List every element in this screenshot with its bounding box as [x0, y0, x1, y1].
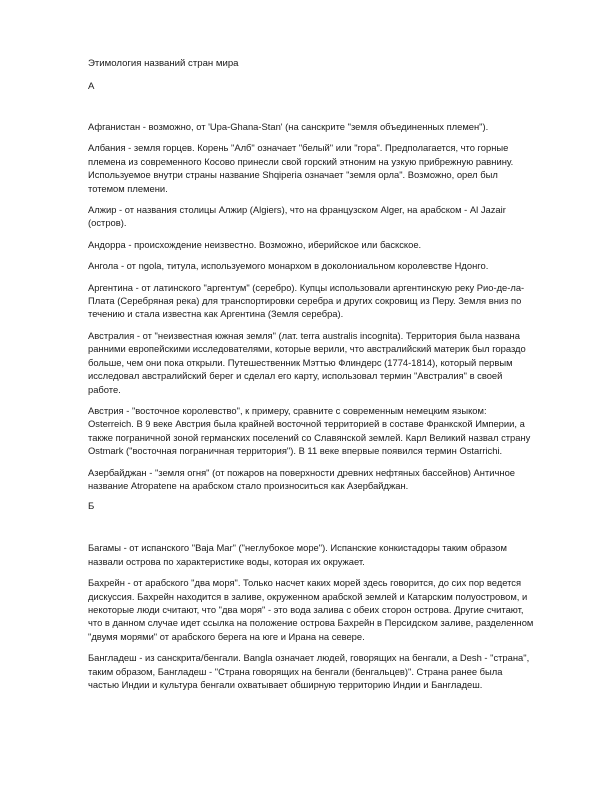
section-letter-b: Б: [88, 501, 95, 513]
entry-australia: Австралия - от "неизвестная южная земля" (лат. terra australis incognita). Территория была названа ранними европейскими исследователями, которые верили, что австралийский материк был гораздо больше, чем они пока открыли. Путешественник Мэттью Флиндерс (1774-1814), который первым исследовал австралийский берег и сделал его карту, использовал термин "Австралия" в своей работе.: [88, 329, 526, 395]
entry-argentina: Аргентина - от латинского "аргентум" (серебро). Купцы использовали аргентинскую реку Рио-де-ла-Плата (Серебряная река) для транспортировки серебра и других сокровищ из Перу. Земля вниз по течению и стала известна как Аргентина (Земля серебра).: [88, 281, 525, 320]
entry-albania: Албания - земля горцев. Корень "Алб" означает "белый" или "гора". Предполагается, что горные племена из современного Косово принесли свой горский этноним на узкую прибрежную равнину. Используемое внутри страны название Shqiperia означает "земля орла". Возможно, орел был тотемом племени.: [88, 142, 514, 194]
entry-azerbaijan: Азербайджан - "земля огня" (от пожаров на поверхности древних нефтяных бассейнов) Античное название Atropatene на арабском стало произноситься как Азербайджан.: [88, 466, 515, 491]
entry-andorra: Андорра - происхождение неизвестно. Возможно, иберийское или баскское.: [88, 238, 422, 250]
section-letter-a: А: [88, 81, 95, 92]
entry-bangladesh: Бангладеш - из санскрита/бенгали. Bangla означает людей, говорящих на бенгали, a Desh - "страна", таким образом, Бангладеш - "Страна говорящих на бенгали (бенгальцев)". Страна ранее была частью Индии и культура бенгали охватывает обширную территорию Индии и Бангладеш.: [88, 652, 530, 690]
entry-bahamas: Багамы - от испанского "Baja Mar" ("неглубокое море"). Испанские конкистадоры таким образом назвали острова по характеристике воды, которая их окружает.: [88, 542, 507, 567]
entry-bahrain: Бахрейн - от арабского "два моря". Только насчет каких морей здесь говорится, до сих пор ведется дискуссия. Бахрейн находится в заливе, окруженном арабской землей и Катарским полуостровом, и некоторые люди считают, что "два моря" - это вода залива с обеих сторон острова. Другие считают, что в данном случае идет ссылка на положение острова Бахрейн в Персидском заливе, разделенном "двумя морями" от арабского берега на юге и Ирана на севере.: [88, 577, 534, 642]
entry-austria: Австрия - "восточное королевство", к примеру, сравните с современным немецким языком: Osterreich. В 9 веке Австрия была крайней восточной территорией в составе Франкской Империи, а также пограничной зоной германских поселений со Славянской землей. Карл Великий назвал страну Ostmark ("восточная пограничная территория"). В 11 веке впервые появился термин Ostarrichi.: [88, 404, 531, 457]
entry-afghanistan: Афганистан - возможно, от 'Upa-Ghana-Stan' (на санскрите "земля объединенных племен").: [88, 121, 489, 132]
entry-angola: Ангола - от ngola, титула, используемого монархом в доколониальном королевстве Ндонго.: [88, 260, 489, 272]
document-title: Этимология названий стран мира: [88, 58, 239, 69]
entry-algeria: Алжир - от названия столицы Алжир (Algiers), что на французском Alger, на арабском - Al Jazair (остров).: [88, 204, 506, 229]
